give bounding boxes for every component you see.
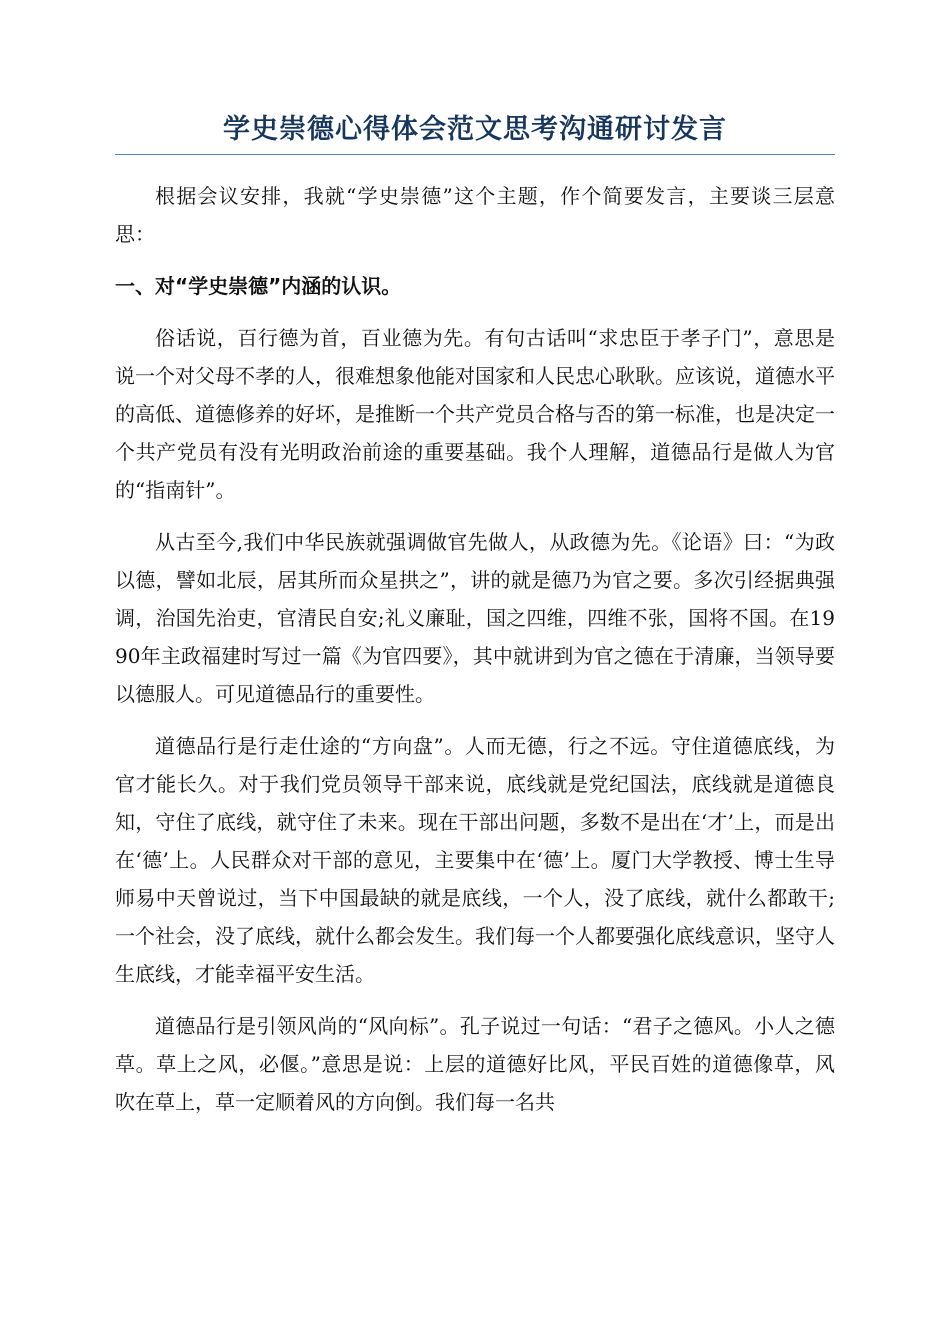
body-paragraph: 道德品行是引领风尚的“风向标”。孔子说过一句话：“君子之德风。小人之德草。草上之风，必偃。”意思是说：上层的道德好比风，平民百姓的道德像草，风吹在草上，草一定顺着风的方向倒。我们每一名共 [115,1014,835,1114]
document-title: 学史崇德心得体会范文思考沟通研讨发言 [223,114,727,145]
title-divider [115,154,835,155]
section-heading: 一、对“学史崇德”内涵的认识。 [115,274,402,298]
body-paragraph: 道德品行是行走仕途的“方向盘”。人而无德，行之不远。守住道德底线，为官才能长久。对于我们党员领导干部来说，底线就是党纪国法，底线就是道德良知，守住了底线，就守住了未来。现在干部出问题，多数不是出在‘才’上，而是出在‘德’上。人民群众对干部的意见，主要集中在‘德’上。厦门大学教授、博士生导师易中天曾说过，当下中国最缺的就是底线，一个人，没了底线，就什么都敢干;一个社会，没了底线，就什么都会发生。我们每一个人都要强化底线意识，坚守人生底线，才能幸福平安生活。 [115,734,835,986]
body-paragraph: 从古至今,我们中华民族就强调做官先做人，从政德为先。《论语》曰：“为政以德，譬如北辰，居其所而众星拱之”，讲的就是德乃为官之要。多次引经据典强调，治国先治吏，官清民自安;礼义廉耻，国之四维，四维不张，国将不国。在1990年主政福建时写过一篇《为官四要》，其中就讲到为官之德在于清廉，当领导要以德服人。可见道德品行的重要性。 [115,530,835,706]
body-paragraph: 俗话说，百行德为首，百业德为先。有句古话叫“求忠臣于孝子门”，意思是说一个对父母不孝的人，很难想象他能对国家和人民忠心耿耿。应该说，道德水平的高低、道德修养的好坏，是推断一个共产党员合格与否的第一标准，也是决定一个共产党员有没有光明政治前途的重要基础。我个人理解，道德品行是做人为官的“指南针”。 [115,326,835,502]
intro-paragraph: 根据会议安排，我就“学史崇德”这个主题，作个简要发言，主要谈三层意思： [115,184,835,246]
document-page [115,110,835,1135]
